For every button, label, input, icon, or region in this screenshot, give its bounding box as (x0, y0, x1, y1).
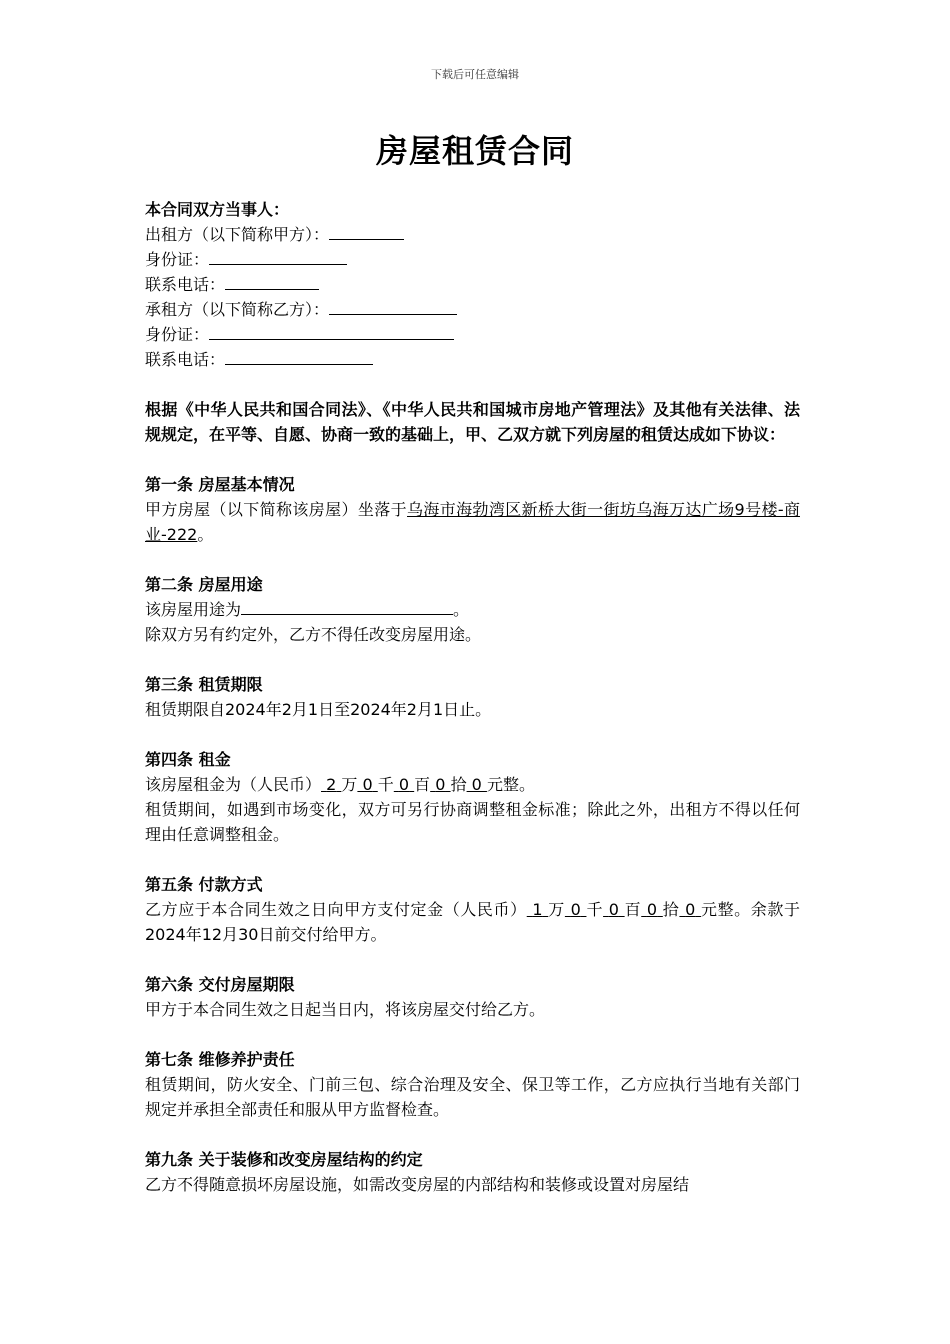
art9-heading: 第九条 关于装修和改变房屋结构的约定 (145, 1150, 423, 1169)
lessor-line: 出租方（以下简称甲方）： (145, 222, 800, 247)
rent-shi-value: 0 (435, 775, 446, 794)
art2-line1: 该房屋用途为 。 (145, 597, 800, 622)
rent-yuan-value: 0 (466, 775, 487, 794)
art4-heading: 第四条 租金 (145, 750, 231, 769)
art1-text: 甲方房屋（以下简称该房屋）坐落于乌海市海勃湾区新桥大街一街坊乌海万达广场9号楼-商业-222。 (145, 500, 800, 544)
art3-text: 租赁期限自2024年2月1日至2024年2月1日止。 (145, 700, 492, 719)
rent-bai-value: 0 (398, 775, 410, 794)
usage-blank[interactable] (241, 597, 453, 615)
lessor-blank[interactable] (329, 222, 404, 240)
id2-blank[interactable] (209, 322, 454, 340)
phone1-blank[interactable] (225, 272, 319, 290)
id1-blank[interactable] (209, 247, 347, 265)
document-title: 房屋租赁合同 (375, 132, 574, 170)
deposit-qian-value: 0 (570, 900, 581, 919)
id1-line: 身份证： (145, 247, 800, 272)
art6-text: 甲方于本合同生效之日起当日内，将该房屋交付给乙方。 (145, 1000, 546, 1019)
lessee-blank[interactable] (329, 297, 457, 315)
art5-heading: 第五条 付款方式 (145, 875, 263, 894)
parties-heading: 本合同双方当事人： (145, 200, 290, 219)
rent-qian-value: 0 (362, 775, 373, 794)
id2-line: 身份证： (145, 322, 800, 347)
art3-heading: 第三条 租赁期限 (145, 675, 263, 694)
art1-heading: 第一条 房屋基本情况 (145, 475, 295, 494)
contract-body (145, 197, 800, 1197)
deposit-wan-value: 1 (532, 900, 543, 919)
preamble: 根据《中华人民共和国合同法》、《中华人民共和国城市房地产管理法》及其他有关法律、法规规定，在平等、自愿、协商一致的基础上，甲、乙双方就下列房屋的租赁达成如下协议： (145, 400, 800, 444)
art4-text2: 租赁期间，如遇到市场变化，双方可另行协商调整租金标准；除此之外，出租方不得以任何理由任意调整租金。 (145, 800, 800, 844)
art6-heading: 第六条 交付房屋期限 (145, 975, 295, 994)
lessee-line: 承租方（以下简称乙方）： (145, 297, 800, 322)
art7-text: 租赁期间，防火安全、门前三包、综合治理及安全、保卫等工作，乙方应执行当地有关部门规定并承担全部责任和服从甲方监督检查。 (145, 1075, 800, 1119)
phone2-line: 联系电话： (145, 347, 800, 372)
art2-heading: 第二条 房屋用途 (145, 575, 263, 594)
deposit-bai-value: 0 (608, 900, 619, 919)
art5-text: 乙方应于本合同生效之日向甲方支付定金（人民币） 1 万 0 千 0 百 0 拾 0 元整。余款于2024年12月30日前交付给甲方。 (145, 900, 800, 944)
art9-text: 乙方不得随意损坏房屋设施，如需改变房屋的内部结构和装修或设置对房屋结 (145, 1175, 690, 1194)
header-note: 下载后可任意编辑 (431, 68, 519, 81)
deposit-yuan-value: 0 (685, 900, 696, 919)
rent-wan-value: 2 (326, 775, 337, 794)
phone1-line: 联系电话： (145, 272, 800, 297)
phone2-blank[interactable] (225, 347, 373, 365)
art7-heading: 第七条 维修养护责任 (145, 1050, 295, 1069)
property-address: 乌海市海勃湾区新桥大街一街坊乌海万达广场9号楼-商业-222 (145, 500, 800, 544)
deposit-shi-value: 0 (646, 900, 658, 919)
art2-line2: 除双方另有约定外，乙方不得任改变房屋用途。 (145, 625, 482, 644)
art4-rent-line: 该房屋租金为（人民币） 2 万 0 千 0 百 0 拾 0 元整。 (145, 775, 535, 794)
